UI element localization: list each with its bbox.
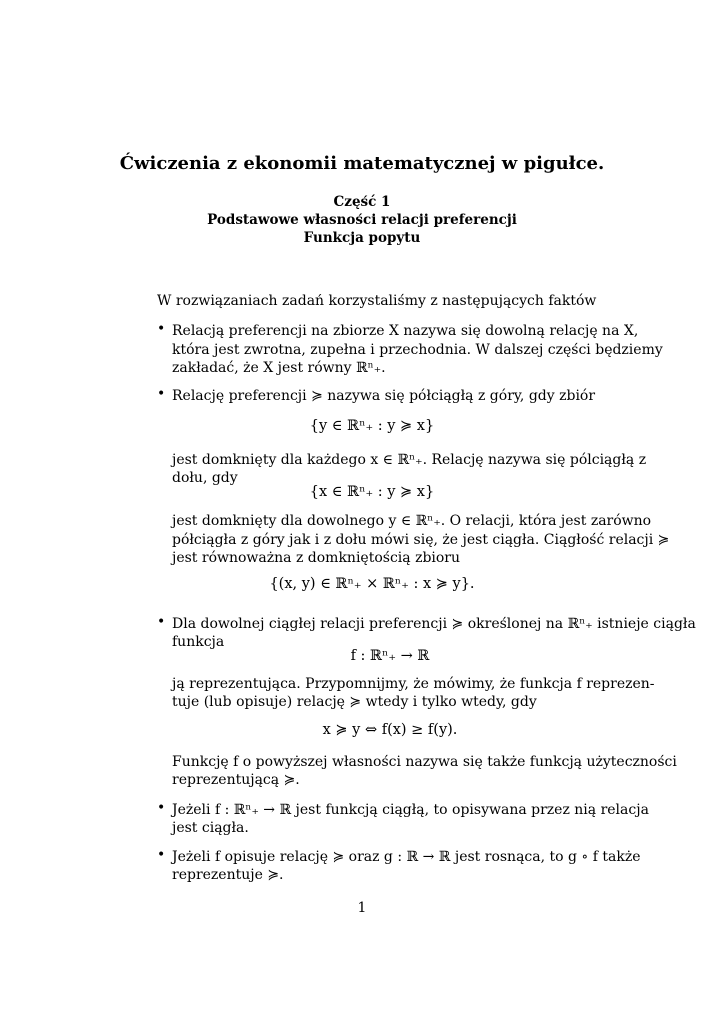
equation-utility-function: f : ℝⁿ₊ → ℝ bbox=[350, 648, 430, 664]
bullet2-line4: jest domknięty dla dowolnego y ∈ ℝⁿ₊. O relacji, która jest zarówno bbox=[172, 513, 652, 529]
equation-graph-set: {(x, y) ∈ ℝⁿ₊ × ℝⁿ₊ : x ≽ y}. bbox=[269, 576, 475, 592]
bullet-marker: • bbox=[157, 321, 166, 337]
bullet-marker: • bbox=[157, 614, 166, 630]
bullet4-line1: Jeżeli f : ℝⁿ₊ → ℝ jest funkcją ciągłą, to opisywana przez nią relacja bbox=[172, 802, 649, 818]
bullet5-line2: reprezentuje ≽. bbox=[172, 867, 284, 883]
subtitle-demand: Funkcja popytu bbox=[303, 230, 421, 246]
bullet2-line5: półciągła z góry jak i z dołu mówi się, że jest ciągła. Ciągłość relacji ≽ bbox=[172, 532, 670, 548]
bullet2-line1: Relację preferencji ≽ nazywa się półciągłą z góry, gdy zbiór bbox=[172, 388, 596, 404]
bullet-marker: • bbox=[157, 386, 166, 402]
bullet3-line6: reprezentującą ≽. bbox=[172, 772, 300, 788]
document-title: Ćwiczenia z ekonomii matematycznej w pigułce. bbox=[119, 153, 605, 174]
bullet3-line2: funkcja bbox=[172, 634, 225, 650]
bullet2-line6: jest równoważna z domkniętością zbioru bbox=[172, 550, 461, 566]
page-number: 1 bbox=[357, 900, 367, 916]
part-heading: Część 1 bbox=[333, 194, 391, 210]
bullet3-line5: Funkcję f o powyższej własności nazywa się także funkcją użyteczności bbox=[172, 754, 677, 770]
bullet3-line4: tuje (lub opisuje) relację ≽ wtedy i tylko wtedy, gdy bbox=[172, 694, 537, 710]
intro-paragraph: W rozwiązaniach zadań korzystaliśmy z następujących faktów bbox=[157, 293, 597, 309]
bullet5-line1: Jeżeli f opisuje relację ≽ oraz g : ℝ → ℝ jest rosnąca, to g ∘ f także bbox=[172, 849, 641, 865]
equation-upper-set: {y ∈ ℝⁿ₊ : y ≽ x} bbox=[309, 418, 435, 434]
bullet3-line3: ją reprezentująca. Przypomnijmy, że mówimy, że funkcja f reprezen- bbox=[172, 676, 655, 692]
bullet-marker: • bbox=[157, 847, 166, 863]
subtitle-preferences: Podstawowe własności relacji preferencji bbox=[207, 212, 517, 228]
equation-lower-set: {x ∈ ℝⁿ₊ : y ≽ x} bbox=[309, 484, 435, 500]
bullet1-line2: która jest zwrotna, zupełna i przechodnia. W dalszej części będziemy bbox=[172, 342, 663, 358]
bullet2-line2: jest domknięty dla każdego x ∈ ℝⁿ₊. Relację nazywa się pólciągłą z bbox=[172, 452, 647, 468]
bullet2-line3: dołu, gdy bbox=[172, 470, 238, 486]
bullet-marker: • bbox=[157, 800, 166, 816]
bullet1-line1: Relacją preferencji na zbiorze X nazywa się dowolną relację na X, bbox=[172, 323, 639, 339]
bullet3-line1: Dla dowolnej ciągłej relacji preferencji ≽ określonej na ℝⁿ₊ istnieje ciągła bbox=[172, 616, 696, 632]
bullet4-line2: jest ciągła. bbox=[172, 820, 249, 836]
bullet1-line3: zakładać, że X jest równy ℝⁿ₊. bbox=[172, 360, 386, 376]
equation-representation: x ≽ y ⇔ f(x) ≥ f(y). bbox=[322, 722, 458, 738]
